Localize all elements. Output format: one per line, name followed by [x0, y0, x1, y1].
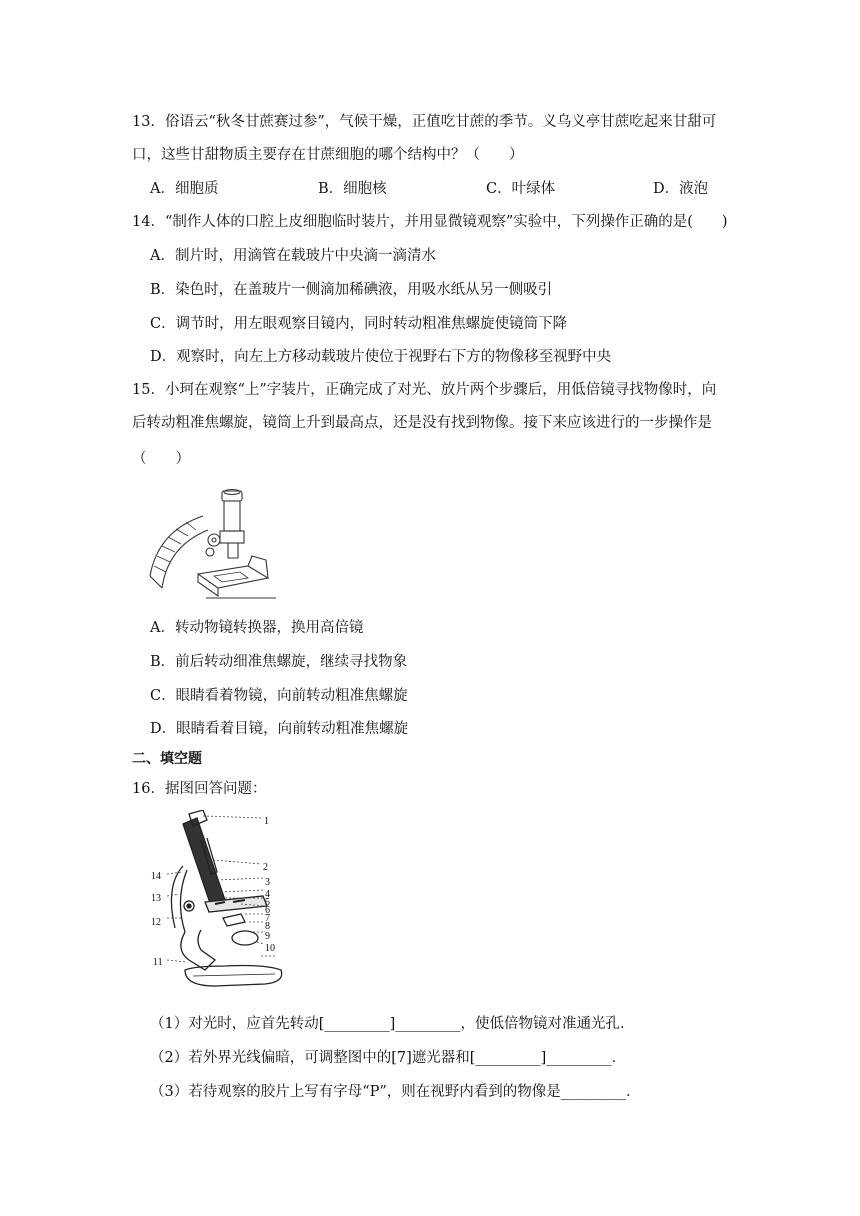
section-title-fill-in: 二、填空题	[132, 751, 202, 767]
figure-label-10: 10	[265, 943, 275, 954]
q15-stem-line3: （ ）	[132, 451, 190, 467]
q13-options	[150, 179, 730, 199]
microscope-figure-small	[148, 486, 276, 606]
q14-option-c[interactable]: C．调节时，用左眼观察目镜内，同时转动粗准焦螺旋使镜筒下降	[150, 316, 568, 332]
figure-label-1: 1	[264, 816, 269, 827]
figure-label-9: 9	[265, 931, 270, 942]
figure-label-14: 14	[151, 871, 161, 882]
q13-option-a[interactable]: A．细胞质	[150, 181, 219, 197]
q15-option-d[interactable]: D．眼睛看着目镜，向前转动粗准焦螺旋	[150, 721, 409, 737]
figure-label-8: 8	[265, 921, 270, 932]
q14-stem: 14．“制作人体的口腔上皮细胞临时装片，并用显微镜观察”实验中，下列操作正确的是( )	[132, 214, 728, 230]
figure-label-12: 12	[151, 917, 161, 928]
q14-option-d[interactable]: D．观察时，向左上方移动载玻片使位于视野右下方的物像移至视野中央	[150, 349, 612, 365]
figure-label-2: 2	[263, 862, 268, 873]
q13-stem-line2: 口，这些甘甜物质主要存在甘蔗细胞的哪个结构中？（ ）	[132, 147, 524, 163]
q13-option-b[interactable]: B．细胞核	[318, 181, 387, 197]
figure-label-4: 4	[265, 889, 270, 900]
figure-label-5: 5	[265, 897, 270, 908]
figure-label-6: 6	[265, 905, 270, 916]
q15-stem-line1: 15．小珂在观察“上”字装片，正确完成了对光、放片两个步骤后，用低倍镜寻找物像时，向	[132, 382, 717, 398]
figure-label-7: 7	[265, 913, 270, 924]
q14-option-a[interactable]: A．制片时，用滴管在载玻片中央滴一滴清水	[150, 248, 436, 264]
q13-option-d[interactable]: D．液泡	[653, 181, 709, 197]
q13-stem-line1: 13．俗语云“秋冬甘蔗赛过参”，气候干燥，正值吃甘蔗的季节。义乌义亭甘蔗吃起来甘甜可	[132, 114, 717, 130]
microscope-figure-labeled	[145, 810, 295, 994]
figure-label-3: 3	[265, 877, 270, 888]
q14-option-b[interactable]: B．染色时，在盖玻片一侧滴加稀碘液，用吸水纸从另一侧吸引	[150, 282, 553, 298]
figure-label-11: 11	[153, 957, 163, 968]
q13-option-c[interactable]: C．叶绿体	[486, 181, 556, 197]
q16-stem: 16．据图回答问题：	[132, 781, 267, 797]
q16-sub2: （2）若外界光线偏暗，可调整图中的[7]遮光器和[_________]_________．	[150, 1050, 627, 1066]
q15-stem-line2: 后转动粗准焦螺旋，镜筒上升到最高点，还是没有找到物像。接下来应该进行的一步操作是	[132, 415, 712, 431]
figure-label-13: 13	[151, 893, 161, 904]
q16-sub1: （1）对光时，应首先转动[_________]_________，使低倍物镜对准通光孔．	[150, 1016, 635, 1032]
q15-option-a[interactable]: A．转动物镜转换器，换用高倍镜	[150, 620, 364, 636]
q15-option-b[interactable]: B．前后转动细准焦螺旋，继续寻找物象	[150, 654, 408, 670]
q16-sub3: （3）若待观察的胶片上写有字母“P”，则在视野内看到的物像是_________．	[150, 1084, 641, 1100]
q15-option-c[interactable]: C．眼睛看着物镜，向前转动粗准焦螺旋	[150, 688, 408, 704]
